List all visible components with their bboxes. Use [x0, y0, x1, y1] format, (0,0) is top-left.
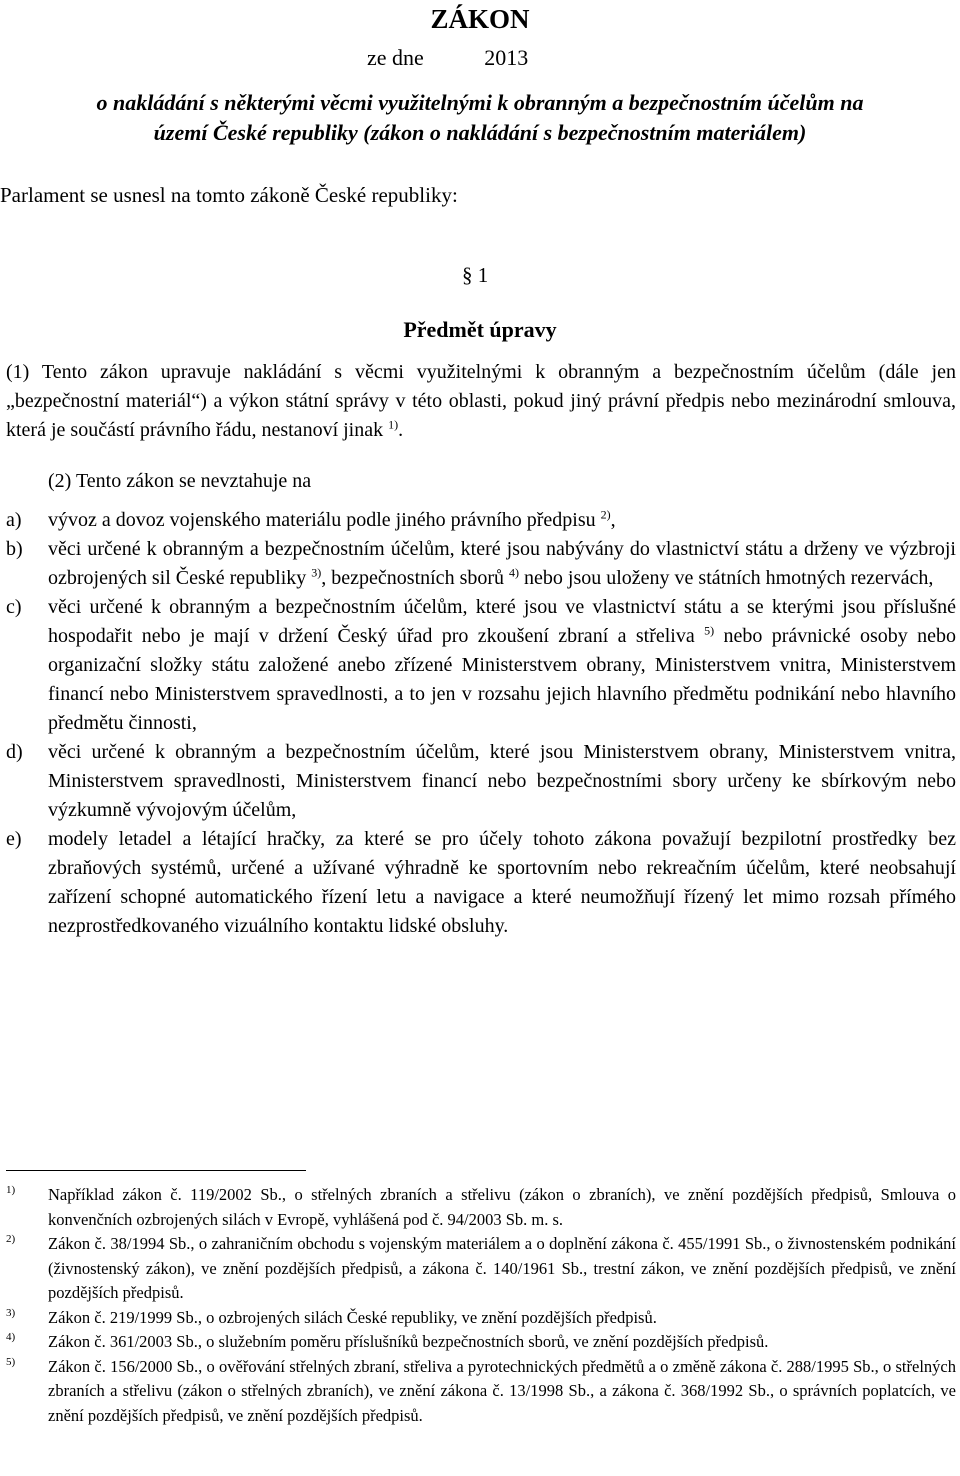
footnote-text: Zákon č. 38/1994 Sb., o zahraničním obchodu s vojenským materiálem a o doplnění zákona č. 455/1991 Sb., o živnostenském podnikání (živnostenský zákon), ve znění pozdějších předpisů, a zákona č. 140/1961 Sb., trestní zákon, ve znění pozdějších předpisů, ve znění pozdějších předpisů.	[48, 1234, 956, 1302]
item-text: věci určené k obranným a bezpečnostním účelům, které jsou nabývány do vlastnictví státu a drženy ve výzbroji ozbrojených sil České republiky	[48, 538, 956, 589]
item-text: věci určené k obranným a bezpečnostním účelům, které jsou ve vlastnictví státu a se kterými jsou příslušné hospodařit nebo je mají v držení Český úřad pro zkoušení zbraní a střeliva	[48, 596, 956, 647]
footnote	[6, 1232, 956, 1306]
list-item	[6, 825, 956, 941]
list-item-text	[48, 535, 956, 593]
list-item-text	[48, 506, 956, 535]
footnote-separator	[6, 1170, 306, 1171]
item-text: vývoz a dovoz vojenského materiálu podle jiného právního předpisu	[48, 509, 596, 531]
list-item-label: e)	[6, 828, 22, 850]
list-item	[6, 593, 956, 738]
item-tail: nebo právnické osoby nebo organizační složky státu založené anebo zřízené Ministerstvem obrany, Ministerstvem vnitra, Ministerstvem financí nebo Ministerstvem spravedlnosti, a to jen v rozsahu jejich hlavního předmětu podnikání nebo hlavního předmětu činnosti,	[48, 625, 956, 734]
list-item-text	[48, 593, 956, 738]
list-item-label: a)	[6, 509, 22, 531]
footnote-text: Zákon č. 361/2003 Sb., o služebním poměru příslušníků bezpečnostních sborů, ve znění pozdějších předpisů.	[48, 1332, 769, 1351]
footnote-ref: 1)	[388, 417, 399, 432]
footnote-ref: 5)	[704, 623, 715, 638]
exclusion-list	[6, 506, 956, 941]
footnote-text: Zákon č. 156/2000 Sb., o ověřování střelných zbraní, střeliva a pyrotechnických předmětů a o změně zákona č. 288/1995 Sb., o střelných zbraních a střelivu (zákon o střelných zbraních), ve znění zákona č. 13/1998 Sb., a zákona č. 368/1992 Sb., o správních poplatcích, ve znění pozdějších předpisů, ve znění pozdějších předpisů.	[48, 1356, 956, 1425]
footnote-ref: 4)	[509, 565, 520, 580]
section-title: Předmět úpravy	[403, 317, 557, 342]
footnote-text: Například zákon č. 119/2002 Sb., o střelných zbraních a střelivu (zákon o zbraních), ve znění pozdějších předpisů, Smlouva o konvenčních ozbrojených silách v Evropě, vyhlášená pod č. 94/2003 Sb. m. s.	[48, 1185, 956, 1229]
paragraph-1-text: (1) Tento zákon upravuje nakládání s věcmi využitelnými k obranným a bezpečnostním účelům (dále jen „bezpečnostní materiál“) a výkon státní správy v této oblasti, pokud jiný právní předpis nebo mezinárodní smlouva, která je součástí právního řádu, nestanoví jinak	[6, 361, 956, 441]
list-item-label: b)	[6, 538, 23, 560]
list-item	[6, 738, 956, 825]
footnote-number: 1)	[6, 1184, 16, 1196]
list-item-label: d)	[6, 741, 23, 763]
paragraph-1-end: .	[398, 419, 404, 441]
footnote-number: 5)	[6, 1355, 16, 1368]
item-tail: ,	[610, 509, 616, 531]
law-title: ZÁKON	[430, 4, 530, 34]
footnote-text: Zákon č. 219/1999 Sb., o ozbrojených silách České republiky, ve znění pozdějších předpisů.	[48, 1307, 657, 1327]
footnote-ref: 3)	[311, 565, 322, 580]
list-item-text: věci určené k obranným a bezpečnostním účelům, které jsou Ministerstvem obrany, Ministerstvem vnitra, Ministerstvem spravedlnosti, Ministerstvem financí nebo bezpečnostními sbory určeny ke sbírkovým nebo výzkumně vývojovým účelům,	[48, 741, 956, 821]
section-mark: § 1	[462, 263, 489, 287]
list-item	[6, 535, 956, 593]
footnotes	[6, 1183, 956, 1428]
footnote-number: 4)	[6, 1331, 16, 1343]
footnote	[6, 1306, 956, 1331]
footnote	[6, 1183, 956, 1232]
subtitle-line-1: o nakládání s některými věcmi využitelnými k obranným a bezpečnostním účelům na	[96, 90, 864, 115]
subtitle-line-2: území České republiky (zákon o nakládání s bezpečnostním materiálem)	[153, 120, 807, 145]
paragraph-2: (2) Tento zákon se nevztahuje na	[48, 470, 312, 492]
intro-sentence: Parlament se usnesl na tomto zákoně České republiky:	[0, 183, 458, 207]
footnote-number: 3)	[6, 1306, 16, 1319]
list-item-label: c)	[6, 596, 22, 618]
footnote-ref: 2)	[600, 507, 611, 522]
paragraph-1	[6, 358, 956, 445]
item-tail: nebo jsou uloženy ve státních hmotných rezervách,	[519, 567, 934, 589]
list-item	[6, 506, 956, 535]
footnote-number: 2)	[6, 1233, 16, 1245]
footnote	[6, 1355, 956, 1429]
dateline: ze dne 2013	[367, 45, 529, 70]
law-subtitle	[0, 88, 960, 148]
item-mid: , bezpečnostních sborů	[321, 567, 505, 589]
list-item-text: modely letadel a létající hračky, za které se pro účely tohoto zákona považují bezpilotní prostředky bez zbraňových systémů, určené a užívané výhradně ke sportovním nebo rekreačním účelům, které neobsahují zařízení schopné automatického řízení letu a navigace a které neumožňují řízený let mimo rozsah přímého nezprostředkovaného vizuálního kontaktu lidské obsluhy.	[48, 828, 956, 937]
footnote	[6, 1330, 956, 1355]
